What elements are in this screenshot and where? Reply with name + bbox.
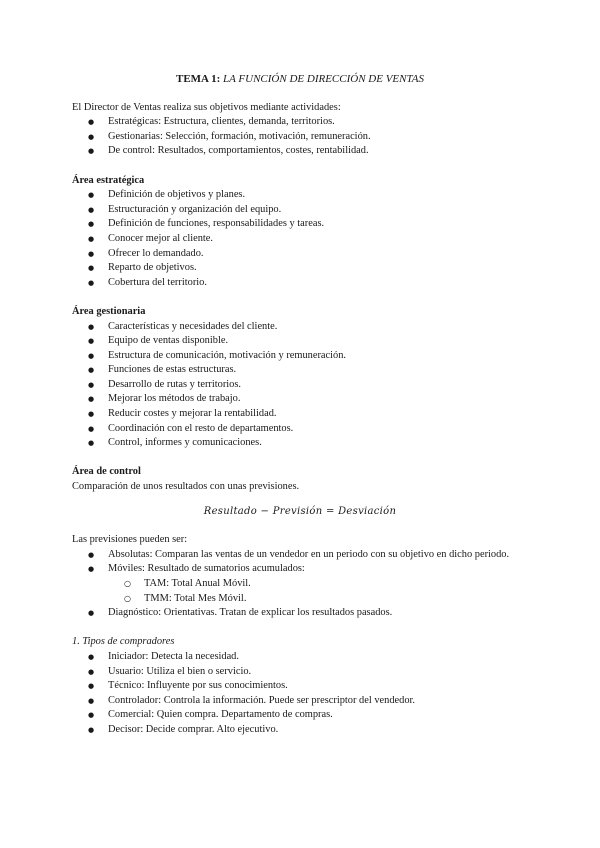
list-item: ● Definición de objetivos y planes. (72, 188, 528, 203)
list-item: ● Comercial: Quien compra. Departamento de compras. (72, 708, 528, 723)
list-item: ● Funciones de estas estructuras. (72, 363, 528, 378)
previsiones-list-cont (72, 606, 528, 621)
list-item: ● Diagnóstico: Orientativas. Tratan de explicar los resultados pasados. (72, 606, 528, 621)
list-item: ● Decisor: Decide comprar. Alto ejecutivo. (72, 723, 528, 738)
document-page (72, 72, 528, 738)
list-item: ● Controlador: Controla la información. Puede ser prescriptor del vendedor. (72, 694, 528, 709)
document-title (72, 72, 528, 87)
intro-list (72, 115, 528, 159)
section-heading-compradores: 1. Tipos de compradores (72, 636, 175, 648)
sublist-item: ○ TAM: Total Anual Móvil. (72, 577, 528, 592)
list-item: ● Reparto de objetivos. (72, 261, 528, 276)
list-item: ● Ofrecer lo demandado. (72, 247, 528, 262)
title-text: LA FUNCIÓN DE DIRECCIÓN DE VENTAS (223, 73, 425, 85)
list-item: ● Gestionarias: Selección, formación, motivación, remuneración. (72, 130, 528, 145)
section-heading-control: Área de control (72, 466, 141, 478)
estrategica-list (72, 188, 528, 290)
compradores-list (72, 650, 528, 738)
list-item: ● Iniciador: Detecta la necesidad. (72, 650, 528, 665)
list-item: ● Definición de funciones, responsabilidades y tareas. (72, 217, 528, 232)
gestionaria-list (72, 320, 528, 451)
previsiones-list (72, 548, 528, 577)
moviles-text: Móviles: Resultado de sumatorios acumulados: (108, 563, 305, 575)
formula: Resultado − Previsión = Desviación (203, 505, 397, 517)
list-item: ● Características y necesidades del cliente. (72, 320, 528, 335)
list-item: ● Coordinación con el resto de departamentos. (72, 422, 528, 437)
list-item: ● Estratégicas: Estructura, clientes, demanda, territorios. (72, 115, 528, 130)
list-item (72, 562, 528, 577)
intro-text: El Director de Ventas realiza sus objetivos mediante actividades: (72, 101, 341, 113)
list-item: ● Usuario: Utiliza el bien o servicio. (72, 665, 528, 680)
previsiones-text: Las previsiones pueden ser: (72, 534, 188, 546)
list-item: ● Mejorar los métodos de trabajo. (72, 392, 528, 407)
list-item: ● Conocer mejor al cliente. (72, 232, 528, 247)
list-item: ● Absolutas: Comparan las ventas de un vendedor en un periodo con su objetivo en dicho periodo. (72, 548, 528, 563)
list-item: ● Estructura de comunicación, motivación y remuneración. (72, 349, 528, 364)
list-item: ● Reducir costes y mejorar la rentabilidad. (72, 407, 528, 422)
list-item: ● Control, informes y comunicaciones. (72, 436, 528, 451)
list-item: ● Técnico: Influyente por sus conocimientos. (72, 679, 528, 694)
section-heading-gestionaria: Área gestionaria (72, 305, 146, 317)
moviles-sublist (72, 577, 528, 606)
section-heading-estrategica: Área estratégica (72, 174, 145, 186)
control-text: Comparación de unos resultados con unas previsiones. (72, 481, 300, 493)
list-item: ● Cobertura del territorio. (72, 276, 528, 291)
list-item: ● Equipo de ventas disponible. (72, 334, 528, 349)
sublist-item: ○ TMM: Total Mes Móvil. (72, 592, 528, 607)
title-number: TEMA 1: (175, 73, 221, 85)
list-item: ● Estructuración y organización del equipo. (72, 203, 528, 218)
list-item: ● De control: Resultados, comportamientos, costes, rentabilidad. (72, 144, 528, 159)
list-item: ● Desarrollo de rutas y territorios. (72, 378, 528, 393)
